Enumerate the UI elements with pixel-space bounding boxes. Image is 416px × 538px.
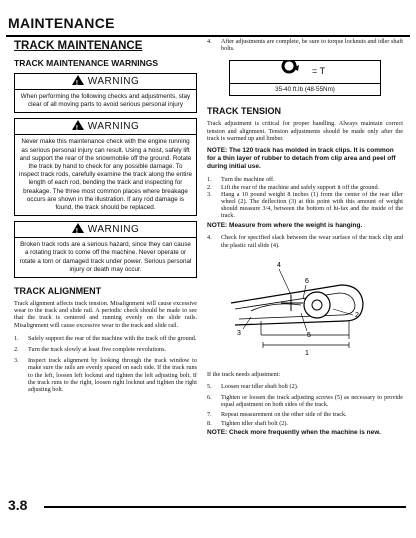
warning-header: !WARNING (15, 119, 196, 135)
adjust-steps (207, 383, 403, 427)
list-item: 7. Repeat measurement on the other side of the track. (207, 410, 347, 418)
list-item: 1. Safely support the rear of the machine with the track off the ground. (14, 334, 197, 342)
torque-wrench-icon (275, 61, 335, 83)
warning-text: Broken track rods are a serious hazard, since they can cause a rotating track to come off the machine. Never operate or rotate a torn or damaged track under power. Serious personal injury or death may occur. (19, 241, 192, 273)
torque-value: 35-40 ft.lb (48-55Nm) (275, 86, 335, 94)
alignment-steps-continued (207, 38, 403, 52)
track-maintenance-heading: TRACK MAINTENANCE (14, 40, 143, 52)
page-header (0, 8, 416, 30)
alignment-steps (14, 335, 197, 393)
if-adjust-text: If the track needs adjustment: (207, 370, 281, 378)
list-item: 4. Check for specified slack between the wear surface of the track clip and the plastic rail slide (4). (207, 234, 403, 249)
figure-label: 6 (305, 277, 309, 285)
torque-symbol-text: = T (312, 66, 326, 77)
torque-spec-box (229, 60, 381, 96)
figure-label: 4 (277, 261, 281, 269)
warning-text: When performing the following checks and adjustments, stay clear of all moving parts to avoid serious personal injury (20, 93, 191, 109)
note-check-frequently: NOTE: Check more frequently when the machine is new. (207, 429, 381, 437)
list-item: 2. Turn the track slowly at least five complete revolutions. (14, 346, 167, 354)
warning-triangle-icon (72, 223, 84, 233)
alignment-intro: Track alignment affects track tension. Misalignment will cause excessive wear to the track and slide rail. A periodic check should be made to see that the track is centered and running evenly on the slide rails. Misalignment will cause excessive wear to the track and slide rail. (14, 300, 197, 329)
section-title: MAINTENANCE (8, 15, 115, 31)
list-item: 3. Inspect track alignment by looking through the track window to make sure the rails are evenly spaced on each side. If the track runs to the left, loosen left locknut and tighten the left adjusting bolt. If the track runs to the right, loosen right locknut and tighten the right adjusting bolt. (14, 357, 197, 394)
list-item: 3. Hang a 10 pound weight 8 inches (1) from the center of the rear idler wheel (2). The deflection (3) at this point with this amount of weight should measure 3/4, between the bottom of hi-fax and the inside of the track. (207, 190, 403, 220)
figure-label: 5 (307, 331, 311, 339)
tension-steps (207, 176, 403, 219)
list-item: 5. Loosen rear idler shaft bolt (2). (207, 383, 299, 391)
torque-symbol (230, 61, 380, 84)
list-item: 8. Tighten idler shaft bolt (2). (207, 419, 288, 427)
right-column (207, 38, 403, 437)
page-number: 3.8 (8, 497, 28, 513)
tension-step-4 (207, 234, 403, 248)
warning-header: !WARNING (15, 74, 196, 90)
figure-label: 2 (355, 311, 359, 319)
note-measure: NOTE: Measure from where the weight is hanging. (207, 221, 363, 229)
list-item: 4. After adjustments are complete, be sure to torque locknuts and idler shaft bolts. (207, 38, 403, 53)
warning-triangle-icon (72, 120, 84, 130)
track-alignment-heading: TRACK ALIGNMENT (14, 286, 102, 297)
left-column (14, 38, 197, 393)
note-track-clips: NOTE: The 120 track has molded in track clips. It is common for a thin layer of rubber to detach from clip area and peel off during initial use. (207, 147, 396, 170)
warning-triangle-icon (72, 75, 84, 85)
warnings-heading: TRACK MAINTENANCE WARNINGS (14, 58, 159, 68)
track-tension-illustration (221, 255, 371, 367)
list-item: 1. Turn the machine off. (207, 176, 275, 184)
footer-rule (44, 506, 406, 508)
figure-label: 1 (305, 349, 309, 357)
header-rule (6, 35, 410, 37)
track-tension-heading: TRACK TENSION (207, 106, 281, 117)
warning-box-2 (14, 118, 197, 216)
warning-text: Never make this maintenance check with the engine running as serious personal injury can result. Using a hoist, safely lift and support the rear of the snowmobile off the ground. Rotate the track by hand to check for any possible damage. To inspect track rods, carefully examine the track along the entire length of each rod, bending the track and inspecting for breakage. The three most common places where breakage occurs are shown in the illustration. If any rod damage is found, the track should be replaced. (19, 138, 192, 212)
list-item: 2. Lift the rear of the machine and safely support it off the ground. (207, 183, 380, 191)
warning-box-1 (14, 73, 197, 113)
tension-intro: Track adjustment is critical for proper handling. Always maintain correct tension and alignment. Tension adjustments should be made only after the track is warmed up and limber. (207, 120, 403, 142)
warning-box-3 (14, 221, 197, 278)
list-item: 6. Tighten or loosen the track adjusting screws (5) as necessary to provide equal adjustment on both sides of the track. (207, 394, 403, 409)
figure-label: 3 (237, 329, 241, 337)
warning-header: !WARNING (15, 222, 196, 238)
track-diagram (221, 255, 371, 367)
